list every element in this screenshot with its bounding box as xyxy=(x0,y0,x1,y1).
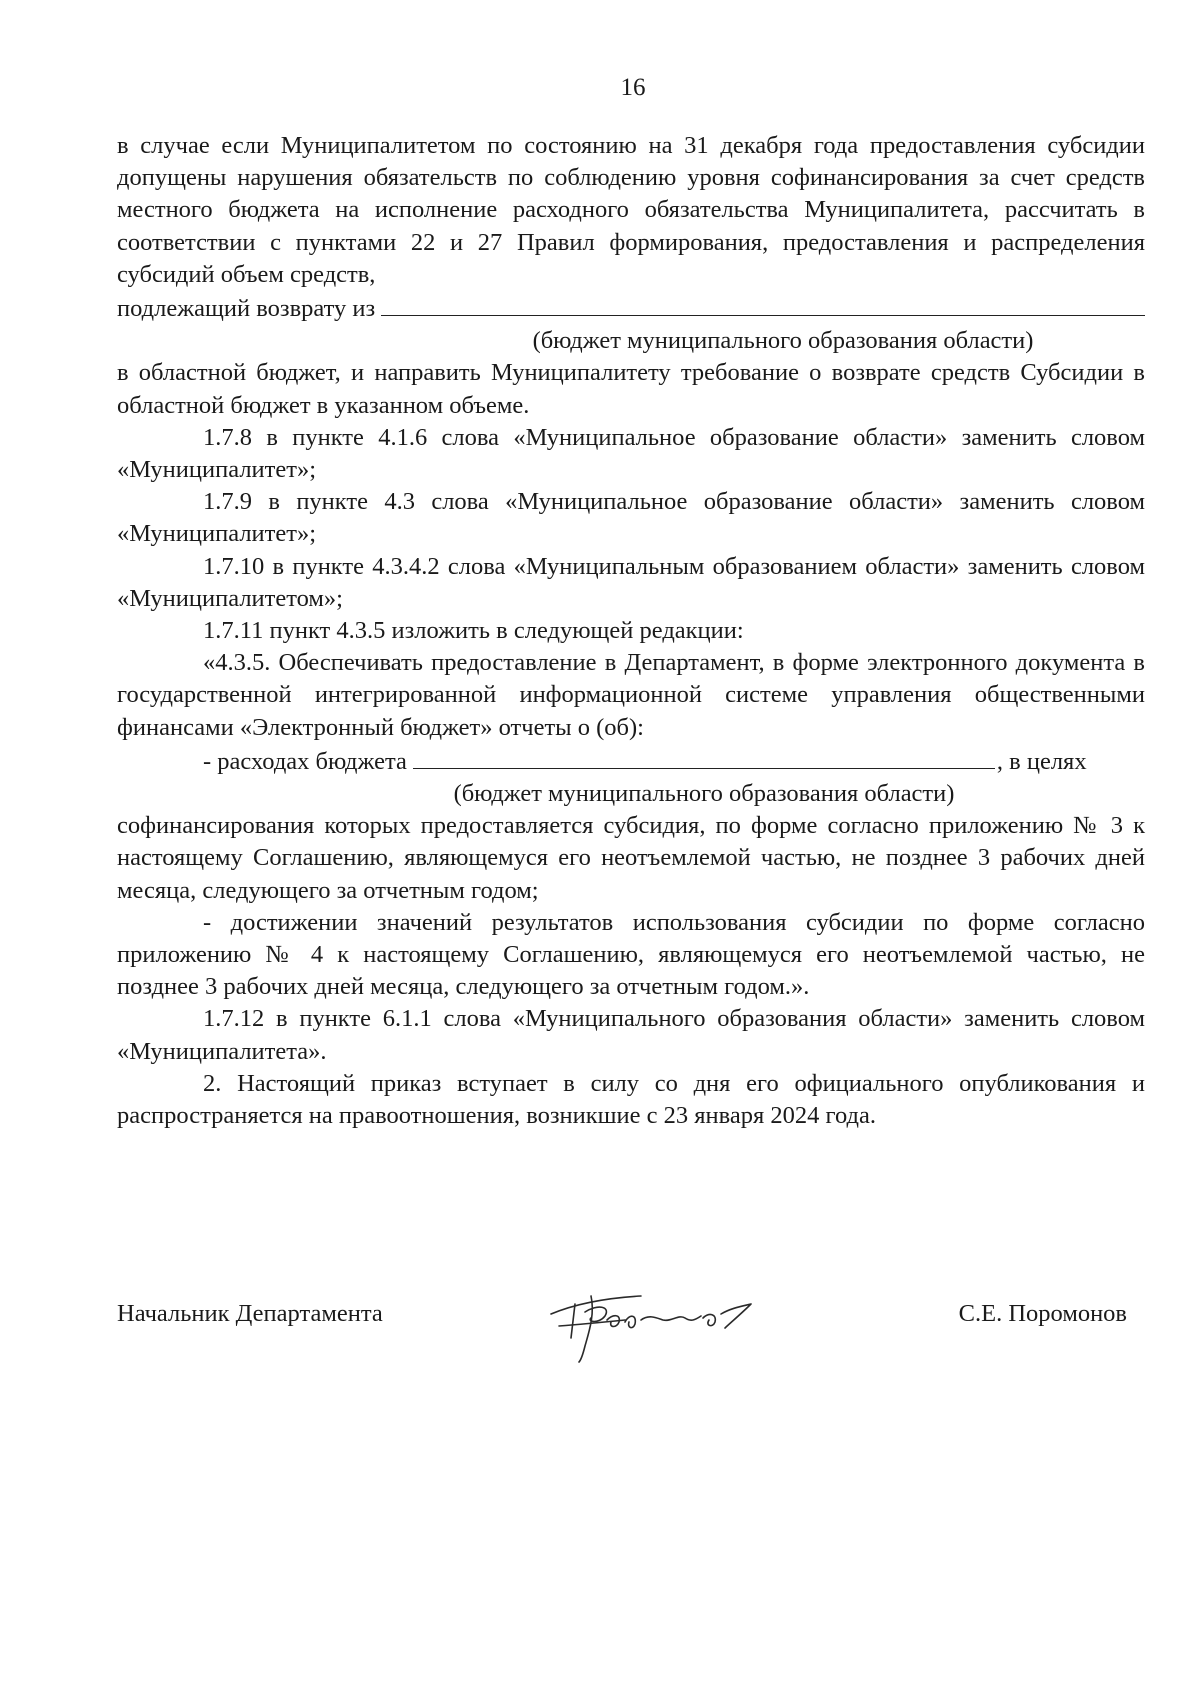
expenses-label: - расходах бюджета xyxy=(203,747,407,775)
paragraph-results: - достижении значений результатов использования субсидии по форме согласно приложению № 4 к настоящему Соглашению, являющемуся его неотъемлемой частью, не позднее 3 рабочих дней месяца, следующего за отчетным годом.». xyxy=(117,908,1145,1001)
paragraph-return-conditions: в случае если Муниципалитетом по состоянию на 31 декабря года предоставления субсидии допущены нарушения обязательств по соблюдению уровня софинансирования за счет средств местного бюджета на исполнение расходного обязательства Муниципалитета, рассчитать в соответствии с пунктами 22 и 27 Правил формирования, предоставления и распределения субсидий объем средств, xyxy=(117,132,1145,288)
return-source-line xyxy=(117,291,1145,325)
paragraph-1-7-12: 1.7.12 в пункте 6.1.1 слова «Муниципального образования области» заменить словом «Муниципалитета». xyxy=(117,1005,1145,1065)
expenses-purpose: , в целях xyxy=(996,747,1087,775)
paragraph-cofinancing: софинансирования которых предоставляется субсидия, по форме согласно приложению № 3 к настоящему Соглашению, являющемуся его неотъемлемой частью, не позднее 3 рабочих дней месяца, следующего за отчетным годом; xyxy=(117,812,1145,904)
document-body xyxy=(117,130,1145,1132)
budget-fill-in-blank xyxy=(381,291,1145,316)
page-number: 16 xyxy=(620,74,646,101)
paragraph-1-7-9: 1.7.9 в пункте 4.3 слова «Муниципальное образование области» заменить словом «Муниципалитет»; xyxy=(117,488,1145,548)
paragraph-regional-budget: в областной бюджет, и направить Муниципалитету требование о возврате средств Субсидии в областной бюджет в указанном объеме. xyxy=(117,359,1145,419)
blank-caption: (бюджет муниципального образования области) xyxy=(532,327,1034,355)
return-source-label: подлежащий возврату из xyxy=(117,295,376,323)
paragraph-1-7-10: 1.7.10 в пункте 4.3.4.2 слова «Муниципальным образованием области» заменить словом «Муниципалитетом»; xyxy=(117,552,1145,612)
paragraph-effective-date: 2. Настоящий приказ вступает в силу со дня его официального опубликования и распространяется на правоотношения, возникшие с 23 января 2024 года. xyxy=(117,1069,1145,1130)
signatory-name: С.Е. Поромонов xyxy=(958,1300,1127,1327)
paragraph-1-7-8: 1.7.8 в пункте 4.1.6 слова «Муниципальное образование области» заменить словом «Муниципалитет»; xyxy=(117,423,1145,484)
paragraph-1-7-11: 1.7.11 пункт 4.3.5 изложить в следующей редакции: xyxy=(203,617,744,645)
blank-caption: (бюджет муниципального образования области) xyxy=(453,780,955,808)
handwritten-signature xyxy=(545,1274,775,1364)
signatory-title: Начальник Департамента xyxy=(117,1300,383,1327)
budget-fill-in-blank xyxy=(413,744,995,769)
signature-block xyxy=(117,1288,1127,1368)
paragraph-4-3-5: «4.3.5. Обеспечивать предоставление в Департамент, в форме электронного документа в государственной интегрированной информационной системе управления общественными финансами «Электронный бюджет» отчеты о (об): xyxy=(117,649,1145,741)
expenses-line xyxy=(117,744,1145,778)
